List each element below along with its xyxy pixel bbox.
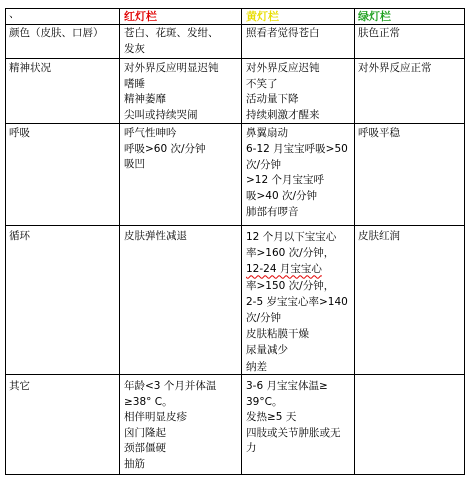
cell-line: 次/分钟 bbox=[246, 312, 282, 325]
cell-line: 相伴明显皮疹 bbox=[124, 411, 187, 423]
red-mental-cell bbox=[124, 61, 219, 123]
cell-line: 39°C。 bbox=[246, 395, 283, 408]
cell-line: 不笑了 bbox=[246, 77, 278, 90]
green-breathing-cell bbox=[358, 126, 400, 142]
cell-line: 皮肤红润 bbox=[358, 230, 400, 242]
header-yellow-column: 黄灯栏 bbox=[246, 10, 279, 23]
green-circulation-cell bbox=[358, 229, 400, 245]
row-label-other: 其它 bbox=[9, 380, 30, 392]
table-border-right bbox=[464, 8, 465, 475]
cell-line: 活动量下降 bbox=[246, 93, 299, 105]
cell-line: 发热≥5 天 bbox=[246, 411, 297, 423]
row-label-mental-state: 精神状况 bbox=[9, 62, 51, 74]
cell-line: 呼气性呻吟 bbox=[124, 127, 177, 139]
cell-line: 皮肤弹性减退 bbox=[124, 230, 187, 242]
cell-line: 率>150 次/分钟， bbox=[246, 279, 335, 292]
triage-table bbox=[5, 5, 465, 475]
row-divider bbox=[5, 24, 465, 25]
cell-line: 12-24 月宝宝心 bbox=[246, 263, 322, 276]
cell-line: 年龄<3 个月并体温 bbox=[124, 380, 217, 392]
table-border-left bbox=[5, 8, 6, 475]
cell-line: 苍白、花斑、发绀、 bbox=[124, 27, 219, 39]
green-mental-cell bbox=[358, 61, 432, 77]
header-corner: 、 bbox=[9, 8, 20, 20]
cell-line: 12 个月以下宝宝心 bbox=[246, 231, 337, 243]
cell-line: 抽筋 bbox=[124, 457, 145, 470]
cell-line: 对外界反应迟钝 bbox=[246, 62, 320, 74]
cell-line: 持续刺激才醒来 bbox=[246, 108, 320, 121]
yellow-breathing-cell bbox=[246, 126, 348, 221]
table-border-bottom bbox=[5, 474, 465, 475]
cell-line: 鼻翼扇动 bbox=[246, 127, 288, 139]
row-divider bbox=[5, 58, 465, 59]
cell-line: 吸>40 次/分钟 bbox=[246, 190, 318, 203]
cell-line: 力 bbox=[246, 442, 257, 454]
green-color-cell bbox=[358, 26, 400, 42]
cell-line: 照看者觉得苍白 bbox=[246, 27, 320, 39]
yellow-mental-cell bbox=[246, 61, 320, 123]
yellow-circulation-cell bbox=[246, 229, 348, 375]
cell-line: 2-5 岁宝宝心率>140 bbox=[246, 295, 348, 308]
cell-line: 颈部僵硬 bbox=[124, 442, 166, 454]
cell-line: 尖叫或持续哭闹 bbox=[124, 108, 198, 121]
cell-line: 肤色正常 bbox=[358, 27, 400, 39]
yellow-color-cell bbox=[246, 26, 320, 42]
cell-line: 尿量减少 bbox=[246, 344, 288, 357]
cell-line: 呼吸平稳 bbox=[358, 127, 400, 139]
cell-line: 纳差 bbox=[246, 360, 267, 373]
cell-line: 对外界反应明显迟钝 bbox=[124, 62, 219, 74]
row-label-color: 颜色（皮肤、口唇） bbox=[9, 27, 104, 39]
yellow-other-cell bbox=[246, 379, 341, 457]
red-other-cell bbox=[124, 379, 216, 472]
table-border-top bbox=[5, 8, 465, 9]
red-circulation-cell bbox=[124, 229, 187, 245]
column-divider bbox=[119, 8, 120, 475]
column-divider bbox=[354, 8, 355, 475]
cell-line: 四肢或关节肿胀或无 bbox=[246, 426, 341, 439]
cell-line: 次/分钟 bbox=[246, 158, 282, 171]
cell-line: 发灰 bbox=[124, 42, 145, 55]
cell-line: 对外界反应正常 bbox=[358, 62, 432, 74]
header-green-column: 绿灯栏 bbox=[358, 10, 391, 23]
red-breathing-cell bbox=[124, 126, 206, 173]
row-divider bbox=[5, 225, 465, 226]
cell-line: 精神萎靡 bbox=[124, 93, 166, 105]
cell-line: 嗜睡 bbox=[124, 77, 145, 90]
cell-line: 呼吸>60 次/分钟 bbox=[124, 142, 206, 155]
cell-line: 率>160 次/分钟， bbox=[246, 247, 335, 260]
row-divider bbox=[5, 374, 465, 375]
cell-line: 皮肤粘膜干燥 bbox=[246, 328, 309, 341]
cell-line: 肺部有啰音 bbox=[246, 205, 299, 218]
row-divider bbox=[5, 123, 465, 124]
cell-line: >12 个月宝宝呼 bbox=[246, 174, 324, 187]
cell-line: 吸凹 bbox=[124, 158, 145, 170]
cell-line: 3-6 月宝宝体温≥ bbox=[246, 380, 328, 392]
row-label-circulation: 循环 bbox=[9, 230, 30, 242]
cell-line: ≥38° C。 bbox=[124, 395, 173, 408]
red-color-cell bbox=[124, 26, 219, 57]
row-label-breathing: 呼吸 bbox=[9, 127, 30, 139]
cell-line: 囟门隆起 bbox=[124, 426, 166, 439]
cell-line: 6-12 月宝宝呼吸>50 bbox=[246, 142, 348, 155]
header-red-column: 红灯栏 bbox=[124, 10, 157, 23]
column-divider bbox=[241, 8, 242, 475]
